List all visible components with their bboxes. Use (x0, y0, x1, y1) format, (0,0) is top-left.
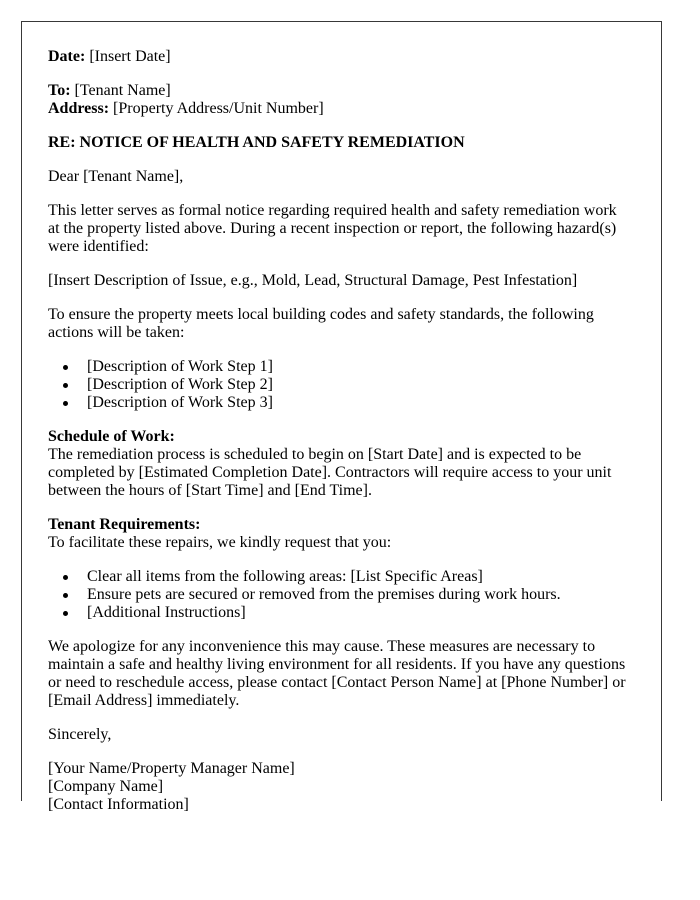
list-item: [Description of Work Step 1] (87, 358, 629, 376)
to-value: [Tenant Name] (74, 82, 171, 99)
address-label: Address: (48, 100, 110, 117)
requirements-intro: To facilitate these repairs, we kindly request that you: (48, 534, 392, 551)
list-item: Ensure pets are secured or removed from the premises during work hours. (87, 586, 629, 604)
requirements-section (48, 516, 629, 552)
date-line (48, 48, 629, 66)
recipient-block (48, 82, 629, 118)
signature-name: [Your Name/Property Manager Name] (48, 760, 295, 777)
letter-document (21, 21, 662, 813)
work-steps-list (48, 358, 629, 412)
signature-company: [Company Name] (48, 778, 164, 795)
actions-intro: To ensure the property meets local building codes and safety standards, the following actions will be taken: (48, 306, 594, 341)
date-label: Date: (48, 48, 86, 65)
requirements-list (48, 568, 629, 622)
to-label: To: (48, 82, 71, 99)
date-value: [Insert Date] (89, 48, 171, 65)
schedule-body: The remediation process is scheduled to begin on [Start Date] and is expected to be completed by [Estimated Completion Date]. Contractors will require access to your unit between the hours of [Start Time] and [End Time]. (48, 446, 612, 499)
schedule-section (48, 428, 629, 500)
requirements-heading: Tenant Requirements: (48, 516, 201, 533)
list-item: [Additional Instructions] (87, 604, 629, 622)
subject-text: RE: NOTICE OF HEALTH AND SAFETY REMEDIATION (48, 134, 465, 151)
apology-paragraph: We apologize for any inconvenience this may cause. These measures are necessary to maintain a safe and healthy living environment for all residents. If you have any questions or need to reschedule access, please contact [Contact Person Name] at [Phone Number] or [Email Address] immediately. (48, 638, 626, 709)
address-value: [Property Address/Unit Number] (113, 100, 324, 117)
subject-line (48, 134, 629, 152)
closing: Sincerely, (48, 726, 112, 743)
list-item: Clear all items from the following areas: [List Specific Areas] (87, 568, 629, 586)
signature-block (48, 760, 629, 814)
list-item: [Description of Work Step 3] (87, 394, 629, 412)
list-item: [Description of Work Step 2] (87, 376, 629, 394)
signature-contact: [Contact Information] (48, 796, 189, 813)
salutation: Dear [Tenant Name], (48, 168, 184, 185)
issue-placeholder: [Insert Description of Issue, e.g., Mold, Lead, Structural Damage, Pest Infestation] (48, 272, 578, 289)
schedule-heading: Schedule of Work: (48, 428, 175, 445)
intro-paragraph: This letter serves as formal notice regarding required health and safety remediation work at the property listed above. During a recent inspection or report, the following hazard(s) were identified: (48, 202, 617, 255)
